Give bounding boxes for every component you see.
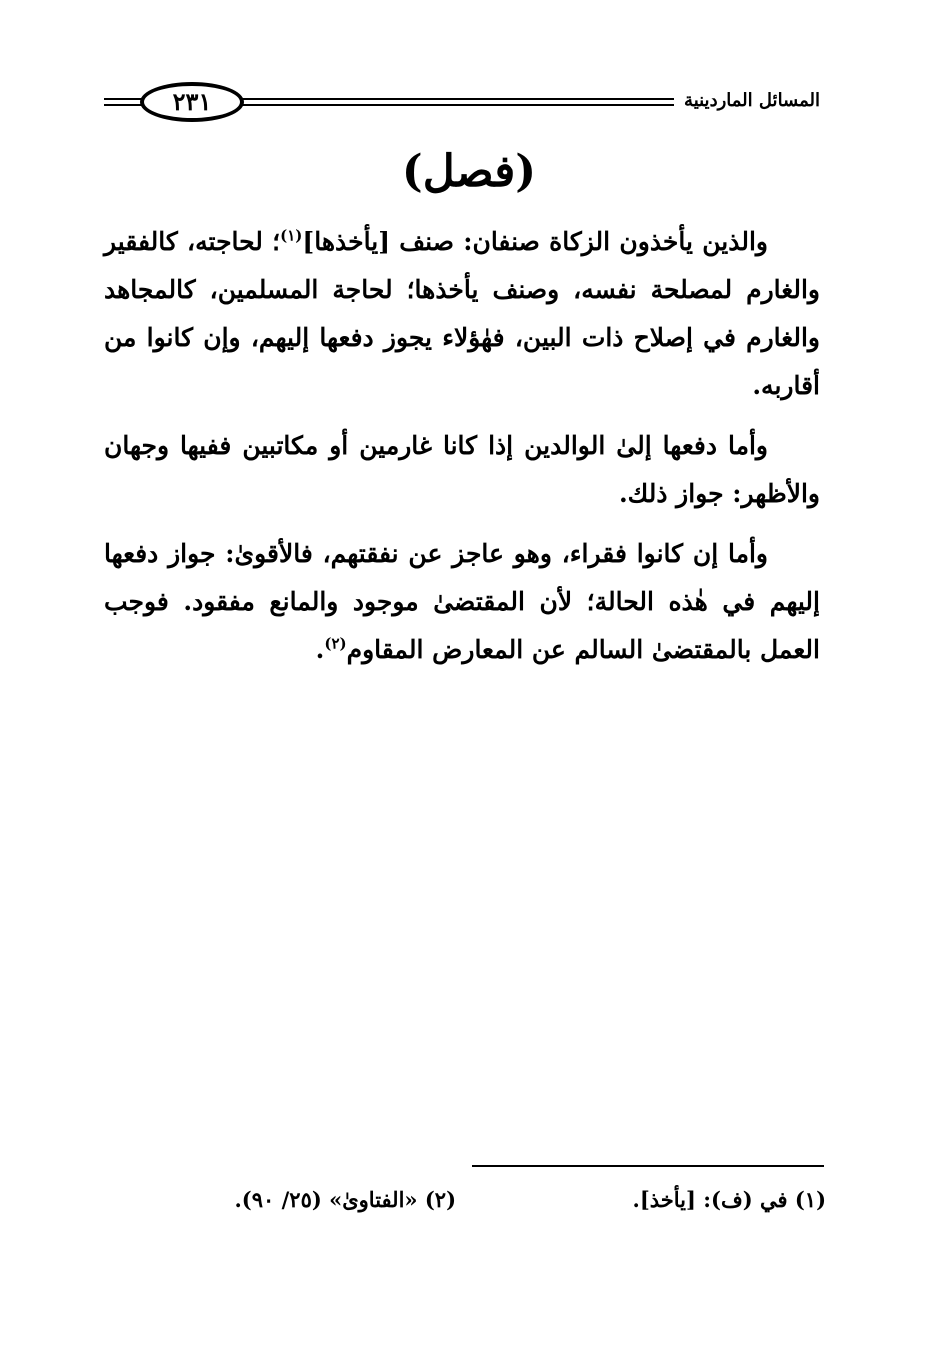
paragraph-1 bbox=[104, 218, 820, 410]
footnote-2: (٢) «الفتاوىٰ» (٢٥/ ٩٠). bbox=[234, 1187, 456, 1212]
section-title: (فصل) bbox=[401, 146, 537, 197]
paragraph-text: والذين يأخذون الزكاة صنفان: صنف [يأخذها] bbox=[302, 227, 768, 256]
paragraph-2 bbox=[104, 422, 820, 518]
page-number: ٢٣١ bbox=[172, 87, 212, 116]
footnote-ref-1[interactable]: (١) bbox=[280, 226, 303, 245]
body-text bbox=[104, 218, 820, 686]
footnote-separator bbox=[472, 1165, 824, 1167]
paragraph-text: . bbox=[315, 635, 325, 664]
running-title: المسائل الماردينية bbox=[674, 86, 820, 116]
paragraph-text: وأما دفعها إلىٰ الوالدين إذا كانا غارمين أو مكاتبين ففيها وجهان والأظهر: جواز ذلك. bbox=[104, 431, 820, 508]
running-header bbox=[104, 80, 820, 124]
paragraph-text: ؛ لحاجته، كالفقير والغارم لمصلحة نفسه، وصنف يأخذها؛ لحاجة المسلمين، كالمجاهد والغارم في إصلاح ذات البين، فهٰؤلاء يجوز دفعها إليهم، وإن كانوا من أقاربه. bbox=[104, 227, 820, 400]
page-number-badge bbox=[140, 82, 244, 122]
footnote-1: (١) في (ف): [يأخذ]. bbox=[632, 1187, 826, 1212]
paragraph-text: وأما إن كانوا فقراء، وهو عاجز عن نفقتهم، فالأقوىٰ: جواز دفعها إليهم في هٰذه الحالة؛ لأن المقتضىٰ موجود والمانع مفقود. فوجب العمل بالمقتضىٰ السالم عن المعارض المقاوم bbox=[104, 539, 820, 664]
footnote-ref-2[interactable]: (٢) bbox=[324, 634, 347, 653]
paragraph-3 bbox=[104, 530, 820, 674]
footnotes bbox=[104, 1182, 826, 1222]
